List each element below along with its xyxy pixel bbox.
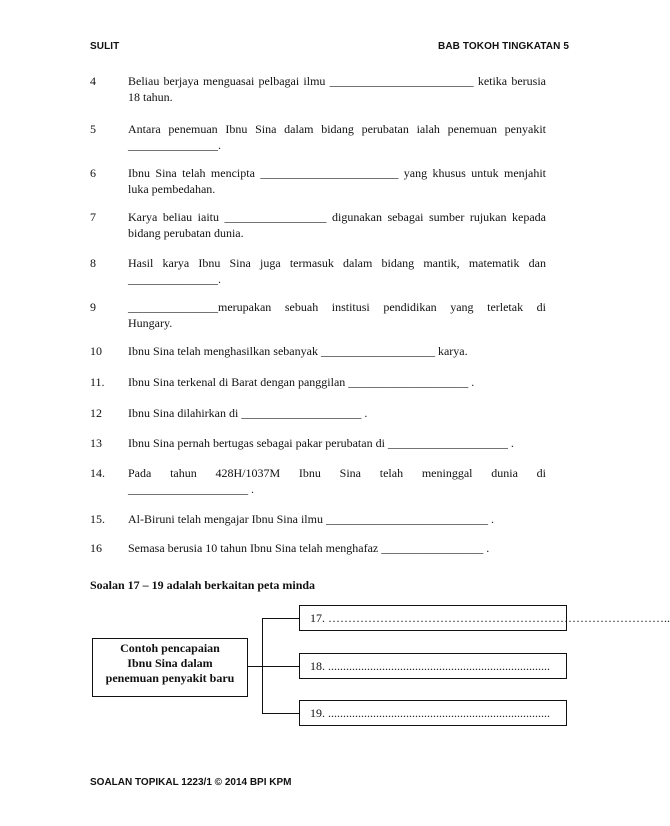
question-number: 4: [90, 74, 96, 88]
question-number: 15.: [90, 512, 105, 526]
header-right: BAB TOKOH TINGKATAN 5: [438, 41, 569, 52]
connector-line: [262, 666, 299, 667]
question-text-cont: _______________.: [128, 272, 221, 286]
center-line: penemuan penyakit baru: [105, 671, 235, 685]
question-number: 5: [90, 122, 96, 136]
question-text: Al-Biruni telah mengajar Ibnu Sina ilmu ___________________________ .: [128, 512, 494, 526]
question-number: 16: [90, 541, 102, 555]
question-text: _______________merupakan sebuah institusi pendidikan yang terletak di: [128, 300, 546, 314]
question-text: Ibnu Sina dilahirkan di ____________________ .: [128, 406, 368, 420]
question-number: 11.: [90, 375, 105, 389]
question-text-cont: bidang perubatan dunia.: [128, 226, 244, 240]
question-number: 8: [90, 256, 96, 270]
connector-line: [248, 666, 262, 667]
question-text: Antara penemuan Ibnu Sina dalam bidang perubatan ialah penemuan penyakit: [128, 122, 546, 136]
answer-box-19: 19. ..........................................................................: [299, 700, 567, 726]
question-text-cont: ____________________ .: [128, 482, 254, 496]
question-text: Karya beliau iaitu _________________ digunakan sebagai sumber rujukan kepada: [128, 210, 546, 224]
answer-box-18: 18. ..........................................................................: [299, 653, 567, 679]
mindmap-center-box: [92, 638, 248, 697]
question-text: Ibnu Sina terkenal di Barat dengan panggilan ____________________ .: [128, 375, 475, 389]
question-text-cont: Hungary.: [128, 316, 173, 330]
question-text-cont: luka pembedahan.: [128, 182, 216, 196]
question-number: 14.: [90, 466, 105, 480]
question-text: Ibnu Sina telah mencipta _______________________ yang khusus untuk menjahit: [128, 166, 546, 180]
center-line: Contoh pencapaian: [120, 641, 220, 655]
connector-line: [262, 713, 299, 714]
question-text: Hasil karya Ibnu Sina juga termasuk dalam bidang mantik, matematik dan: [128, 256, 546, 270]
question-number: 9: [90, 300, 96, 314]
section-title: Soalan 17 – 19 adalah berkaitan peta minda: [90, 578, 316, 592]
question-number: 13: [90, 436, 102, 450]
question-number: 10: [90, 344, 102, 358]
question-text: Semasa berusia 10 tahun Ibnu Sina telah menghafaz _________________ .: [128, 541, 490, 555]
footer: SOALAN TOPIKAL 1223/1 © 2014 BPI KPM: [90, 777, 292, 788]
question-number: 12: [90, 406, 102, 420]
question-text: Pada tahun 428H/1037M Ibnu Sina telah meninggal dunia di: [128, 466, 546, 480]
answer-box-17: 17. …………………………………………………………………………..: [299, 605, 567, 631]
question-number: 6: [90, 166, 96, 180]
question-text-cont: 18 tahun.: [128, 90, 173, 104]
question-number: 7: [90, 210, 96, 224]
header-left: SULIT: [90, 41, 120, 52]
center-line: Ibnu Sina dalam: [127, 656, 213, 670]
question-text-cont: _______________.: [128, 138, 221, 152]
question-text: Ibnu Sina telah menghasilkan sebanyak ___________________ karya.: [128, 344, 468, 358]
question-text: Ibnu Sina pernah bertugas sebagai pakar perubatan di ____________________ .: [128, 436, 514, 450]
question-text: Beliau berjaya menguasai pelbagai ilmu ________________________ ketika berusia: [128, 74, 546, 88]
connector-line: [262, 618, 299, 619]
